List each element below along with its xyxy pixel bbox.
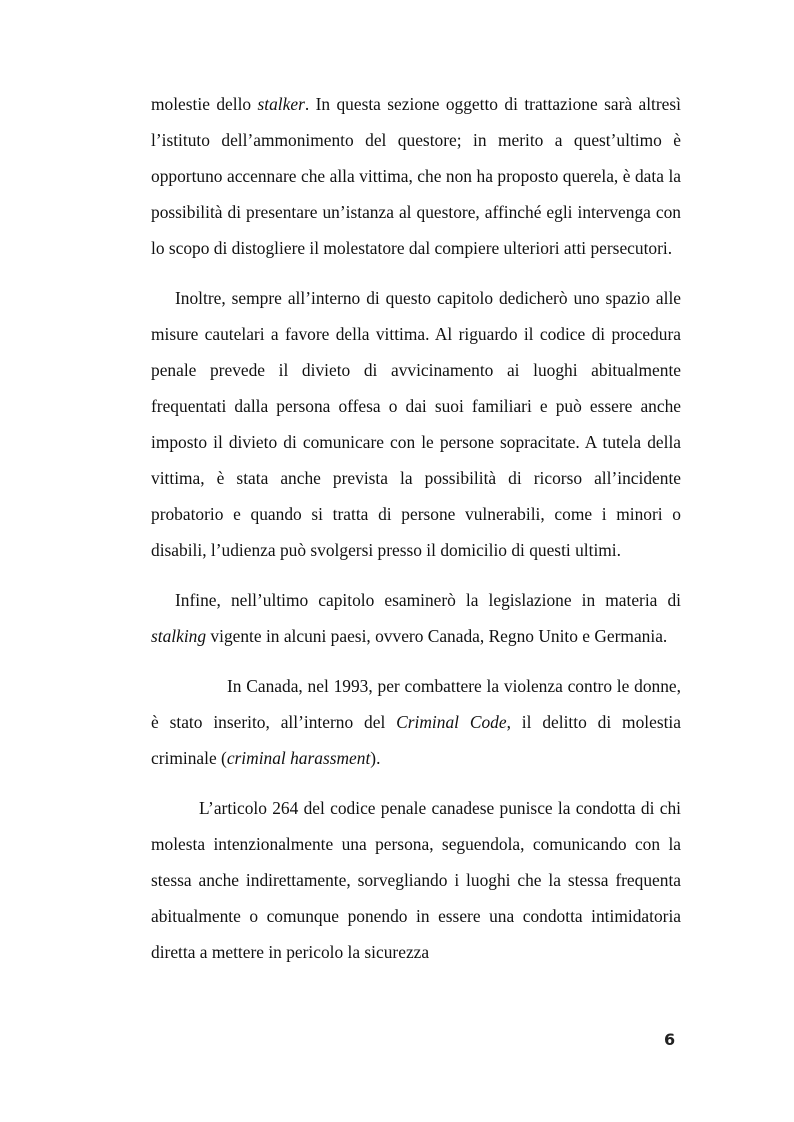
document-body [151, 86, 681, 970]
text-segment-italic: stalking [151, 626, 207, 646]
text-segment: ). [370, 748, 381, 768]
text-segment: vigente in alcuni paesi, ovvero Canada, Regno Unito e Germania. [206, 626, 668, 646]
text-segment-italic: stalker [257, 94, 305, 114]
text-segment: Infine, nell’ultimo capitolo esaminerò la legislazione in materia di [175, 590, 681, 610]
paragraph-canada [151, 668, 681, 776]
text-segment: . In questa sezione oggetto di trattazione sarà altresì l’istituto dell’ammonimento del questore; in merito a quest’ultimo è opportuno accennare che alla vittima, che non ha proposto querela, è data la possibilità di presentare un’istanza al questore, affinché egli intervenga con lo scopo di distogliere il molestatore dal compiere ulteriori atti persecutori. [151, 94, 681, 258]
text-segment-italic: criminal harassment [226, 748, 371, 768]
paragraph-articolo-264 [151, 790, 681, 970]
text-segment: molestie dello [151, 94, 258, 114]
paragraph-misure-cautelari [151, 280, 681, 568]
text-segment-italic: Criminal Code [396, 712, 507, 732]
text-segment: In Canada, nel 1993, per combattere la violenza contro le donne, è stato inserito, all’interno del [151, 676, 681, 732]
paragraph-legislazione-paesi [151, 582, 681, 654]
text-segment: L’articolo 264 del codice penale canadese punisce la condotta di chi molesta intenzionalmente una persona, seguendola, comunicando con la stessa anche indirettamente, sorvegliando i luoghi che la stessa frequenta abitualmente o comunque ponendo in essere una condotta intimidatoria diretta a mettere in pericolo la sicurezza [151, 798, 681, 962]
page-number: 6 [664, 1030, 676, 1049]
paragraph-stalker-ammonimento [151, 86, 681, 266]
text-segment: Inoltre, sempre all’interno di questo capitolo dedicherò uno spazio alle misure cautelari a favore della vittima. Al riguardo il codice di procedura penale prevede il divieto di avvicinamento ai luoghi abitualmente frequentati dalla persona offesa o dai suoi familiari e può essere anche imposto il divieto di comunicare con le persone sopracitate. A tutela della vittima, è stata anche prevista la possibilità di ricorso all’incidente probatorio e quando si tratta di persone vulnerabili, come i minori o disabili, l’udienza può svolgersi presso il domicilio di questi ultimi. [151, 288, 681, 560]
text-segment: , il delitto di molestia criminale ( [151, 712, 681, 768]
